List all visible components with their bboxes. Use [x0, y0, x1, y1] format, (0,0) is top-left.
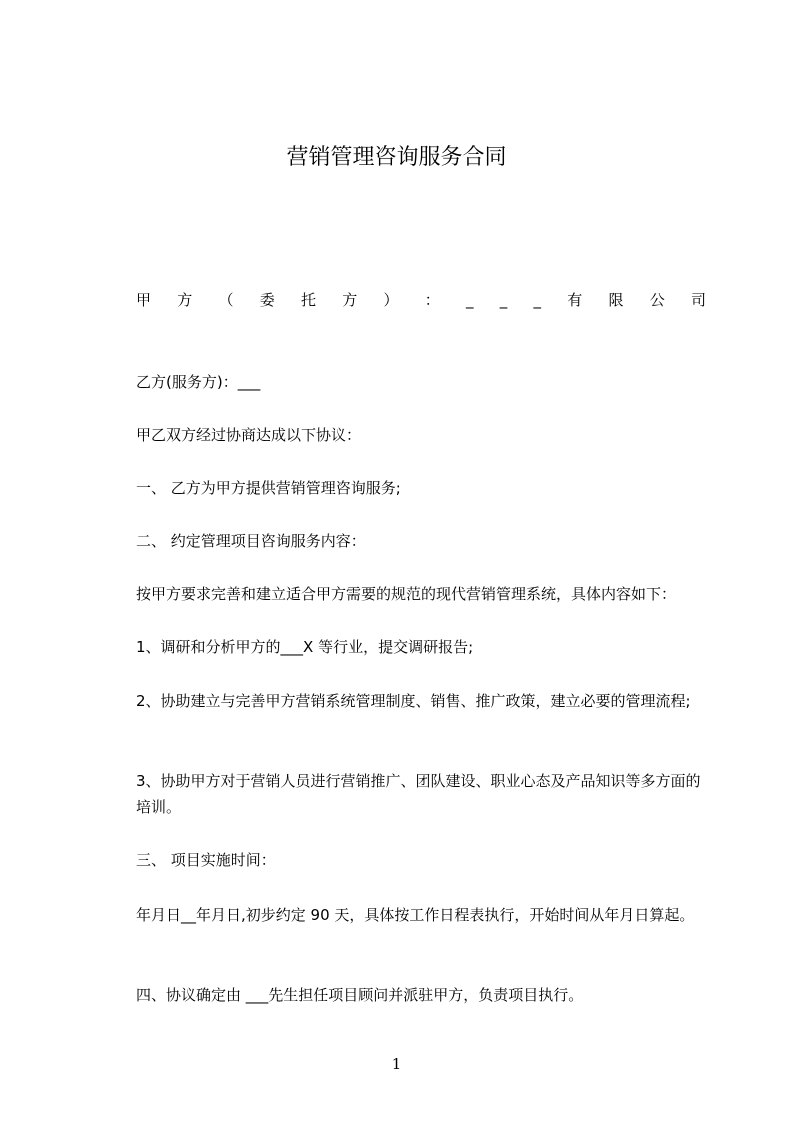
party-b-line: 乙方(服务方)：___ [136, 373, 261, 391]
party-a-char: 司 [690, 291, 706, 309]
page-number: 1 [391, 1055, 402, 1073]
clause-3-detail: 年月日__年月日,初步约定 90 天，具体按工作日程表执行，开始时间从年月日算起。 [136, 906, 695, 924]
clause-4: 四、协议确定由 ___先生担任项目顾问并派驻甲方，负责项目执行。 [136, 986, 584, 1004]
party-a-char: _ [533, 291, 541, 309]
item-1: 1、调研和分析甲方的___X 等行业，提交调研报告; [136, 638, 474, 656]
party-a-char: ） [383, 291, 399, 309]
clause-2: 二、 约定管理项目咨询服务内容： [136, 532, 366, 550]
party-a-char: 方 [342, 291, 358, 309]
party-a-char: 甲 [136, 291, 152, 309]
party-a-char: （ [218, 291, 234, 309]
clause-3: 三、 项目实施时间： [136, 851, 276, 869]
party-a-char: 托 [301, 291, 317, 309]
clause-1: 一、 乙方为甲方提供营销管理咨询服务; [136, 479, 401, 497]
party-a-char: 公 [649, 291, 665, 309]
party-a-char: _ [499, 291, 508, 309]
item-2: 2、协助建立与完善甲方营销系统管理制度、销售、推广政策，建立必要的管理流程; [136, 692, 691, 710]
party-a-char: 委 [259, 291, 275, 309]
party-a-line [136, 286, 706, 314]
intro-paragraph: 甲乙双方经过协商达成以下协议： [136, 426, 362, 444]
clause-2-detail: 按甲方要求完善和建立适合甲方需要的规范的现代营销管理系统，具体内容如下： [136, 585, 677, 603]
party-a-char: 限 [608, 291, 624, 309]
item-3: 3、协助甲方对于营销人员进行营销推广、团队建设、职业心态及产品知识等多方面的培训。 [136, 772, 701, 816]
page-title: 营销管理咨询服务合同 [286, 145, 507, 170]
party-a-char: 方 [177, 291, 193, 309]
party-a-char: 有 [567, 291, 583, 309]
party-a-char: _ [466, 291, 474, 309]
party-a-char: ： [424, 291, 440, 309]
